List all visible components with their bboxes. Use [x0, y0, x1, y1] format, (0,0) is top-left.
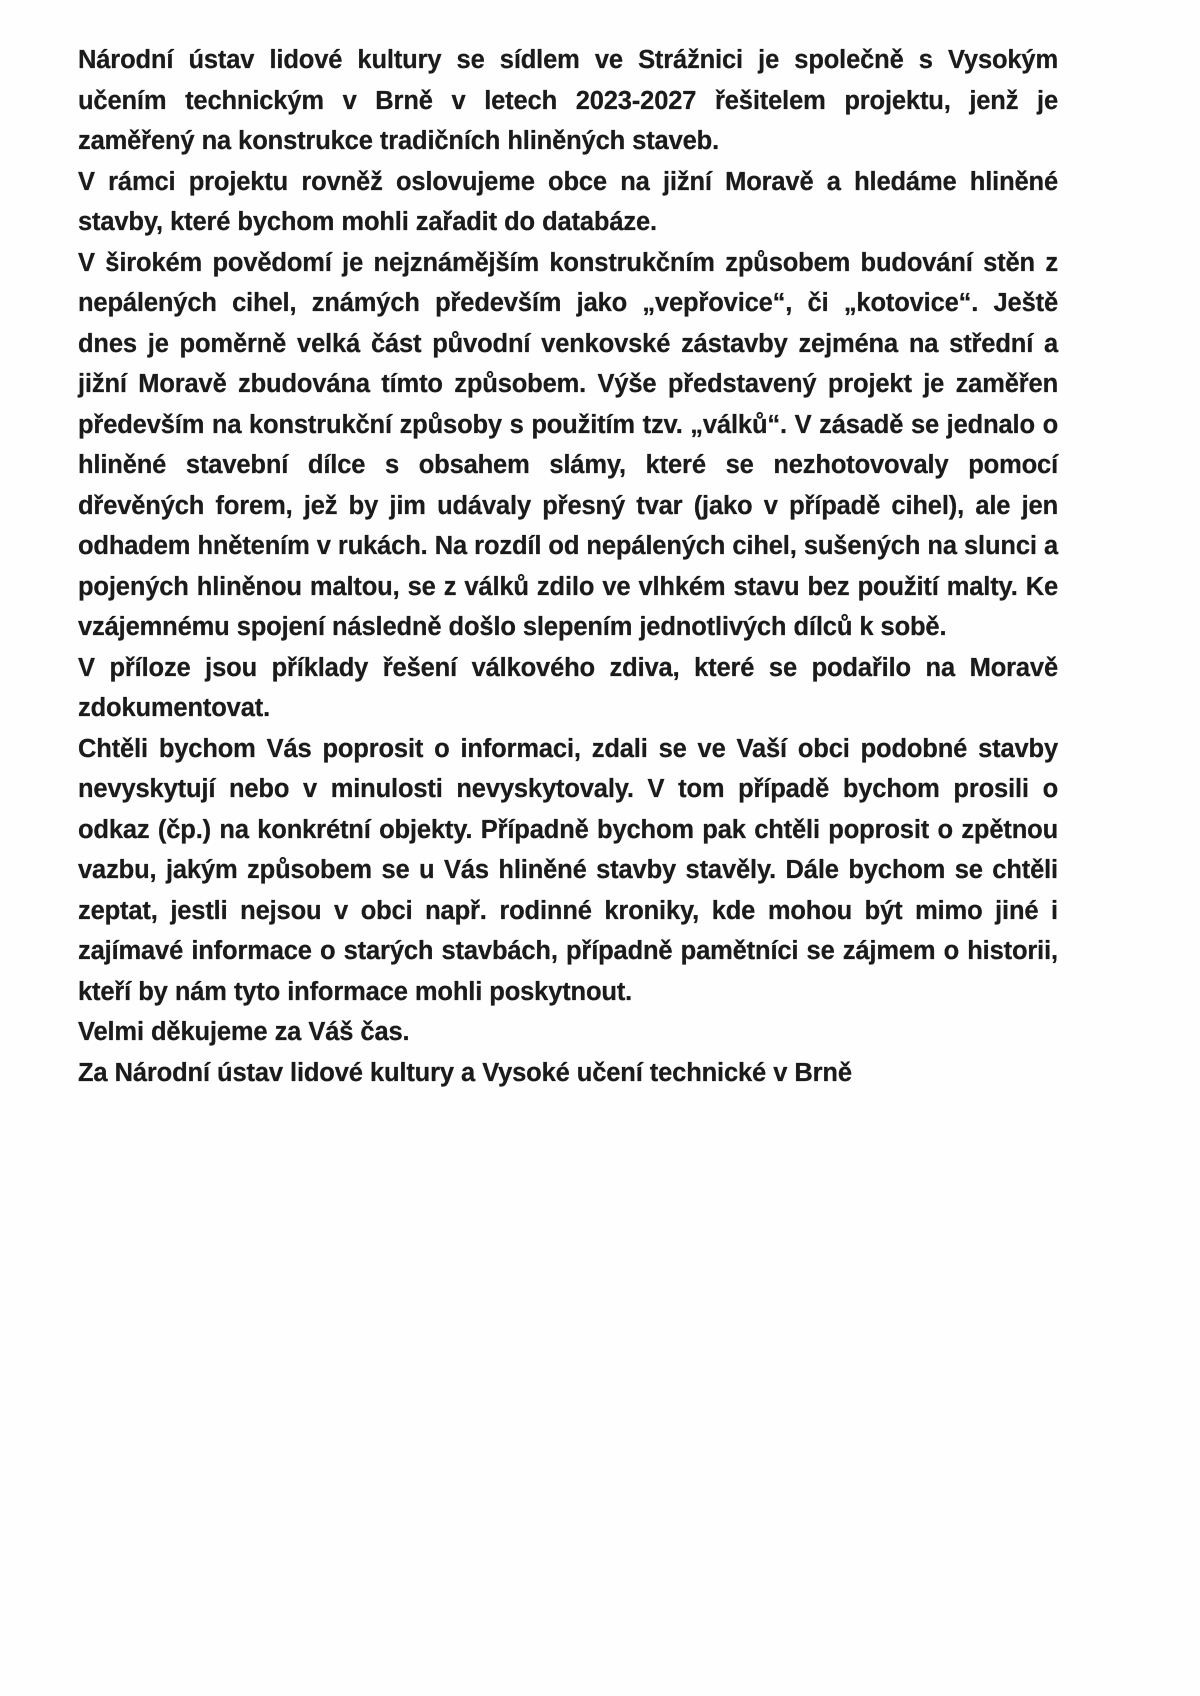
paragraph-intro-project: Národní ústav lidové kultury se sídlem ve Strážnici je společně s Vysokým učením technickým v Brně v letech 2023-2027 řešitelem projektu, jenž je zaměřený na konstrukce tradičních hliněných staveb.: [78, 46, 1058, 155]
paragraph-technique-description: V širokém povědomí je nejznámějším konstrukčním způsobem budování stěn z nepálených cihel, známých především jako „vepřovice“, či „kotovice“. Ještě dnes je poměrně velká část původní venkovské zástavby zejména na střední a jižní Moravě zbudována tímto způsobem. Výše představený projekt je zaměřen především na konstrukční způsoby s použitím tzv. „válků“. V zásadě se jednalo o hliněné stavební dílce s obsahem slámy, které se nezhotovovaly pomocí dřevěných forem, jež by jim udávaly přesný tvar (jako v případě cihel), ale jen odhadem hnětením v rukách. Na rozdíl od nepálených cihel, sušených na slunci a pojených hliněnou maltou, se z válků zdilo ve vlhkém stavu bez použití malty. Ke vzájemnému spojení následně došlo slepením jednotlivých dílců k sobě.: [78, 248, 1058, 641]
paragraph-intro-call: V rámci projektu rovněž oslovujeme obce na jižní Moravě a hledáme hliněné stavby, které bychom mohli zařadit do databáze.: [78, 167, 1058, 236]
document-body: [78, 40, 1058, 1093]
paragraph-signature: Za Národní ústav lidové kultury a Vysoké učení technické v Brně: [78, 1058, 852, 1087]
paragraph-thanks: Velmi děkujeme za Váš čas.: [78, 1018, 410, 1046]
paragraph-attachment-note: V příloze jsou příklady řešení válkového zdiva, které se podařilo na Moravě zdokumentovat.: [78, 653, 1058, 722]
paragraph-request: Chtěli bychom Vás poprosit o informaci, zdali se ve Vaší obci podobné stavby nevyskytují nebo v minulosti nevyskytovaly. V tom případě bychom prosili o odkaz (čp.) na konkrétní objekty. Případně bychom pak chtěli poprosit o zpětnou vazbu, jakým způsobem se u Vás hliněné stavby stavěly. Dále bychom se chtěli zeptat, jestli nejsou v obci např. rodinné kroniky, kde mohou být mimo jiné i zajímavé informace o starých stavbách, případně pamětníci se zájmem o historii, kteří by nám tyto informace mohli poskytnout.: [78, 734, 1058, 1006]
